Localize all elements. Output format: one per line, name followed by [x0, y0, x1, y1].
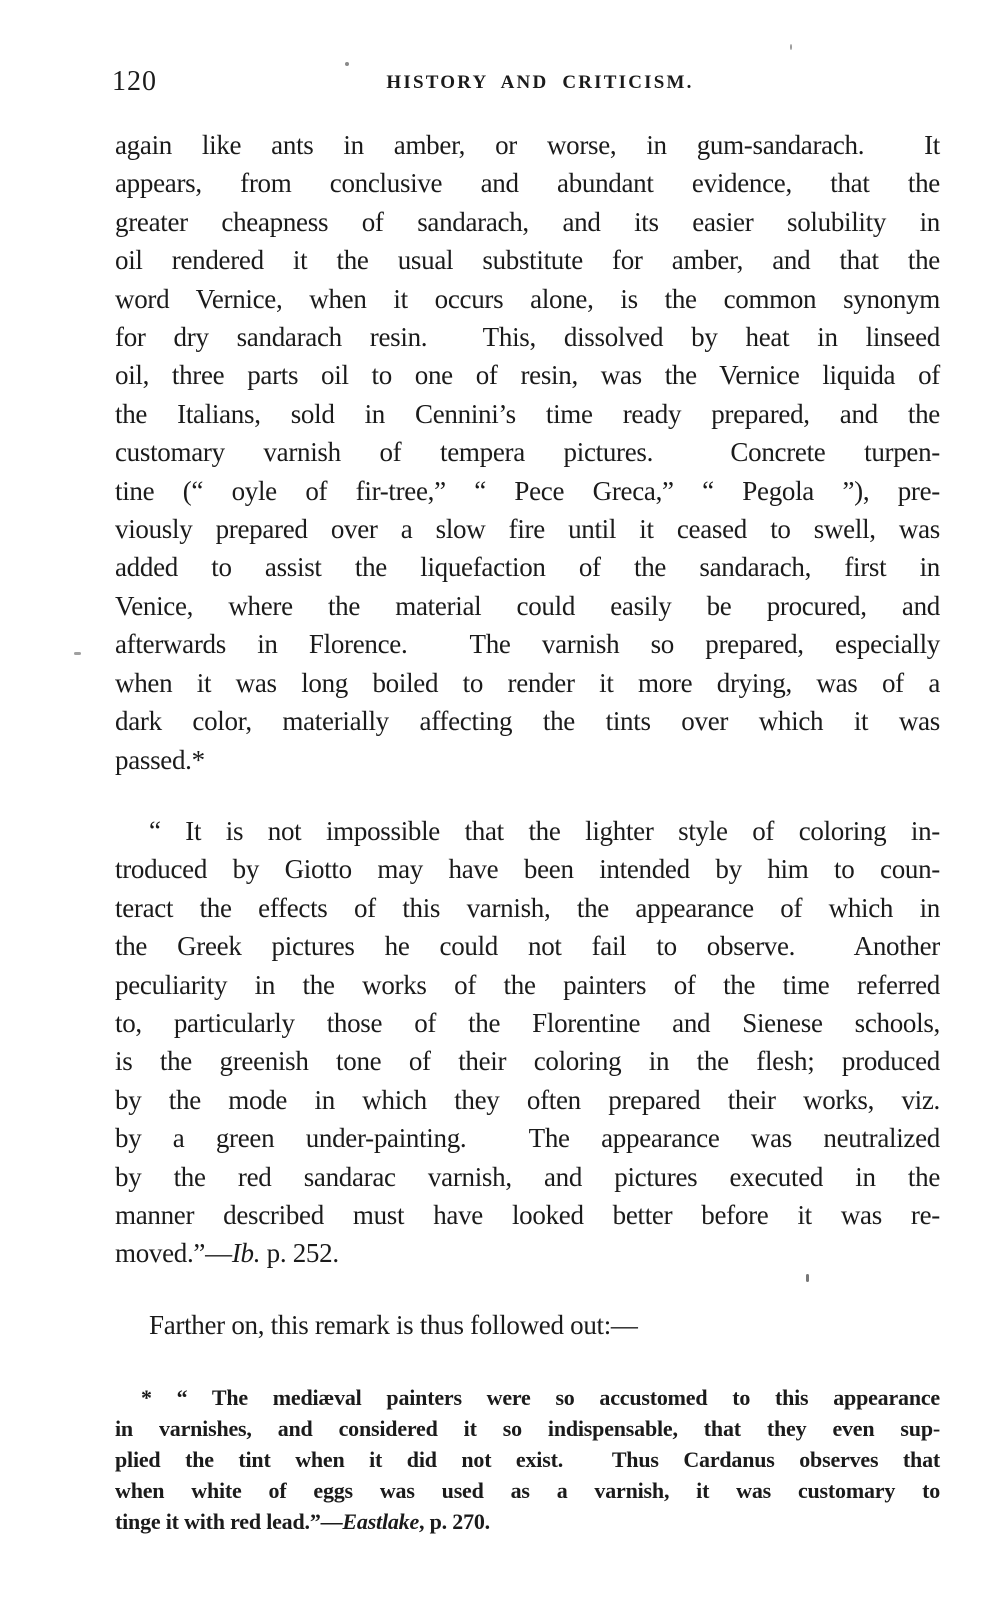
text-line: oil, three parts oil to one of resin, was the Vernice liquida of: [115, 360, 940, 391]
text-line: customary varnish of tempera pictures. Concrete turpen-: [115, 437, 940, 468]
text-line: word Vernice, when it occurs alone, is the common synonym: [115, 283, 940, 314]
text-line: appears, from conclusive and abundant evidence, that the: [115, 168, 940, 199]
text-line: greater cheapness of sandarach, and its easier solubility in: [115, 206, 940, 237]
text-line: afterwards in Florence. The varnish so prepared, especially: [115, 629, 940, 660]
text-line: added to assist the liquefaction of the sandarach, first in: [115, 552, 940, 583]
text-line: the Italians, sold in Cennini’s time ready prepared, and the: [115, 398, 940, 429]
text-line: troduced by Giotto may have been intended by him to coun-: [115, 854, 940, 885]
text-line: Farther on, this remark is thus followed out:—: [149, 1309, 638, 1340]
text-line: the Greek pictures he could not fail to observe. Another: [115, 931, 940, 962]
footnote: [115, 1382, 940, 1537]
text-line: oil rendered it the usual substitute for amber, and that the: [115, 245, 940, 276]
text-line: when it was long boiled to render it more drying, was of a: [115, 667, 940, 698]
scan-speck: [345, 62, 349, 66]
text-line: tinge it with red lead.”—Eastlake, p. 270.: [115, 1509, 490, 1535]
text-line: viously prepared over a slow fire until it ceased to swell, was: [115, 514, 940, 545]
text-line: by the mode in which they often prepared their works, viz.: [115, 1084, 940, 1115]
text-line: to, particularly those of the Florentine and Sienese schools,: [115, 1007, 940, 1038]
scan-speck: [806, 1274, 809, 1282]
text-line: tine (“ oyle of fir-tree,” “ Pece Greca,” “ Pegola ”), pre-: [115, 475, 940, 506]
text-line: * “ The mediæval painters were so accustomed to this appearance: [141, 1385, 940, 1411]
text-line: by the red sandarac varnish, and pictures executed in the: [115, 1161, 940, 1192]
scan-speck: [790, 44, 792, 50]
text-line: is the greenish tone of their coloring in the flesh; produced: [115, 1046, 940, 1077]
text-line: when white of eggs was used as a varnish, it was customary to: [115, 1478, 940, 1504]
text-line: for dry sandarach resin. This, dissolved by heat in linseed: [115, 322, 940, 353]
scan-speck: [74, 652, 81, 655]
running-header: HISTORY AND CRITICISM.: [386, 72, 694, 93]
text-line: moved.”—Ib. p. 252.: [115, 1238, 339, 1269]
page-number: 120: [112, 66, 157, 97]
text-line: passed.*: [115, 744, 205, 775]
text-line: manner described must have looked better before it was re-: [115, 1199, 940, 1230]
text-line: teract the effects of this varnish, the appearance of which in: [115, 892, 940, 923]
transition-paragraph: [115, 1306, 940, 1344]
text-line: “ It is not impossible that the lighter style of coloring in-: [149, 815, 940, 846]
text-line: again like ants in amber, or worse, in gum-sandarach. It: [115, 130, 940, 160]
text-line: in varnishes, and considered it so indispensable, that they even sup-: [115, 1416, 940, 1442]
text-column: [115, 126, 940, 1537]
text-line: plied the tint when it did not exist. Thus Cardanus observes that: [115, 1447, 940, 1473]
opening-paragraph: [115, 126, 940, 779]
text-line: peculiarity in the works of the painters of the time referred: [115, 969, 940, 1000]
text-line: dark color, materially affecting the tints over which it was: [115, 706, 940, 737]
quoted-paragraph: [115, 812, 940, 1273]
text-line: Venice, where the material could easily be procured, and: [115, 590, 940, 621]
text-line: by a green under-painting. The appearance was neutralized: [115, 1123, 940, 1154]
